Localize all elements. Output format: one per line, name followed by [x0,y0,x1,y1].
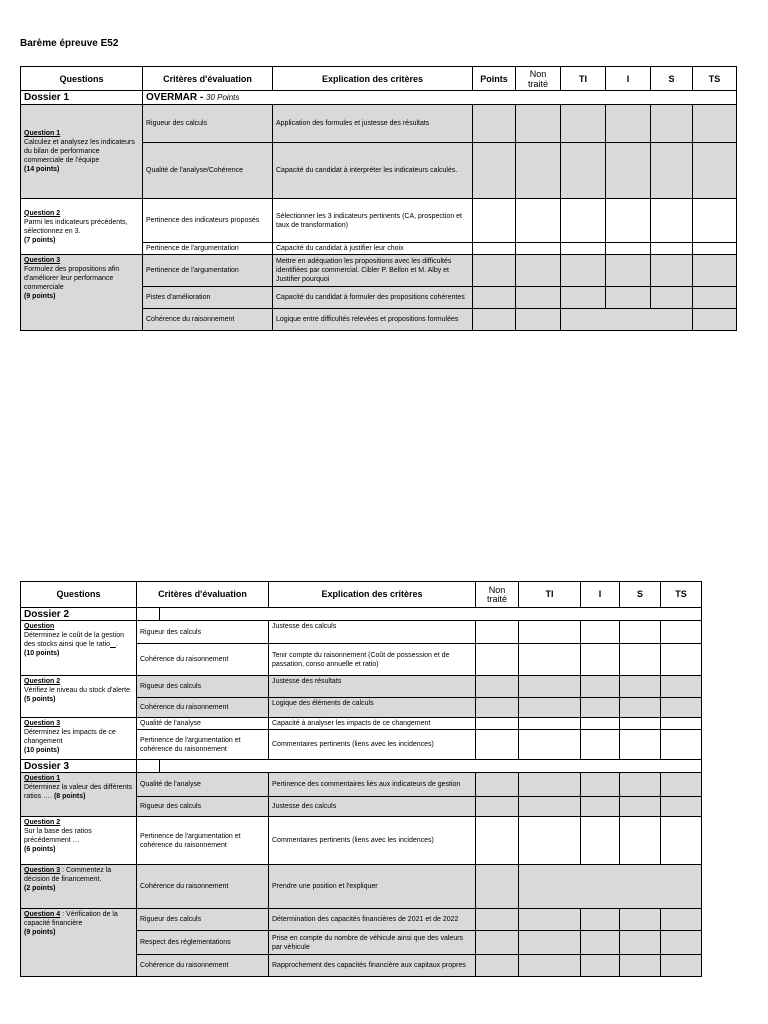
s-cell[interactable] [651,199,693,243]
non-traite-cell[interactable] [476,698,519,718]
header-explication: Explication des critères [269,582,476,608]
question-title: Question 1 [24,130,61,137]
i-cell[interactable] [581,817,620,865]
points-cell[interactable] [473,105,516,143]
i-cell[interactable] [606,243,651,255]
header-ti: TI [561,67,606,91]
d3-question-2-cell [21,817,137,865]
ts-cell[interactable] [661,909,702,931]
ti-cell[interactable] [519,909,581,931]
non-traite-cell[interactable] [516,243,561,255]
ti-cell[interactable] [519,676,581,698]
table-row [21,773,702,797]
ti-cell[interactable] [519,931,581,955]
merged-grade-cell[interactable] [561,309,693,331]
critere-cell: Cohérence du raisonnement [137,698,269,718]
question-text: Parmi les indicateurs précédents, sélectionnez en 3. [24,218,128,235]
dossier-3-label: Dossier 3 [21,760,137,773]
critere-cell: Cohérence du raisonnement [143,309,273,331]
header-criteres: Critères d'évaluation [137,582,269,608]
non-traite-cell[interactable] [516,143,561,199]
ts-cell[interactable] [693,243,737,255]
s-cell[interactable] [620,909,661,931]
i-cell[interactable] [606,143,651,199]
question-points: (14 points) [24,166,60,173]
non-traite-cell[interactable] [516,287,561,309]
critere-cell: Pertinence de l'argumentation [143,255,273,287]
ti-cell[interactable] [561,105,606,143]
s-cell[interactable] [620,698,661,718]
non-traite-cell[interactable] [476,955,519,977]
ts-cell[interactable] [661,676,702,698]
ts-cell[interactable] [693,287,737,309]
question-text-main: : Vérification de la capacité financière [24,911,118,927]
header-explication: Explication des critères [273,67,473,91]
s-cell[interactable] [651,255,693,287]
ts-cell[interactable] [661,797,702,817]
points-cell[interactable] [473,255,516,287]
header-ts: TS [693,67,737,91]
header-non-traite: Non traité [476,582,519,608]
points-cell[interactable] [473,243,516,255]
question-text [24,783,133,801]
explication-cell: Capacité du candidat à justifier leur choix [273,243,473,255]
explication-cell: Justesse des résultats [269,676,476,698]
d2-question-2-cell [21,676,137,718]
question-1-cell [21,105,143,199]
header-criteres: Critères d'évaluation [143,67,273,91]
i-cell[interactable] [581,955,620,977]
critere-cell: Rigueur des calculs [137,797,269,817]
header-ti: TI [519,582,581,608]
dossier-1-label: Dossier 1 [21,91,143,105]
i-cell[interactable] [581,644,620,676]
ts-cell[interactable] [693,199,737,243]
dossier-2-spacer [137,608,702,621]
ti-cell[interactable] [519,817,581,865]
explication-cell: Rapprochement des capacités financière aux capitaux propres [269,955,476,977]
ts-cell[interactable] [661,644,702,676]
critere-cell: Cohérence du raisonnement [137,955,269,977]
header-i: I [581,582,620,608]
dossier-2-label: Dossier 2 [21,608,137,621]
i-cell[interactable] [581,718,620,730]
d2-question-3-cell [21,718,137,760]
ts-cell[interactable] [661,621,702,644]
non-traite-cell[interactable] [476,909,519,931]
header-non-traite: Non traité [516,67,561,91]
critere-cell: Qualité de l'analyse [137,718,269,730]
ti-cell[interactable] [561,243,606,255]
question-2-cell [21,199,143,255]
i-cell[interactable] [606,105,651,143]
explication-cell: Commentaires pertinents (liens avec les incidences) [269,817,476,865]
table-row [21,865,702,909]
explication-cell: Justesse des calculs [269,621,476,644]
critere-cell: Rigueur des calculs [137,676,269,698]
d3-question-1-cell [21,773,137,817]
s-cell[interactable] [651,105,693,143]
i-cell[interactable] [581,730,620,760]
s-cell[interactable] [620,817,661,865]
question-text-main: : Commentez la décision de financement. [24,867,112,883]
question-text: Sur la base des ratios précédemment … [24,828,92,844]
non-traite-cell[interactable] [476,730,519,760]
bareme-table-dossier-1 [20,66,737,331]
i-cell[interactable] [606,255,651,287]
non-traite-cell[interactable] [516,309,561,331]
question-text [24,631,133,649]
header-questions: Questions [21,582,137,608]
header-i: I [606,67,651,91]
ts-cell[interactable] [661,730,702,760]
ti-cell[interactable] [561,255,606,287]
dossier-1-points: 30 Points [206,93,240,102]
question-text: Vérifiez le niveau du stock d'alerte [24,687,131,694]
critere-cell: Pertinence de l'argumentation [143,243,273,255]
ti-cell[interactable] [519,644,581,676]
question-points: (7 points) [24,236,56,244]
ti-cell[interactable] [519,718,581,730]
critere-cell: Pertinence de l'argumentation et cohérence du raisonnement [137,730,269,760]
critere-cell: Rigueur des calculs [137,621,269,644]
non-traite-cell[interactable] [476,718,519,730]
table-row [21,105,737,143]
explication-cell: Détermination des capacités financières de 2021 et de 2022 [269,909,476,931]
critere-cell: Respect des réglementations [137,931,269,955]
ti-cell[interactable] [561,143,606,199]
ts-cell[interactable] [693,309,737,331]
non-traite-cell[interactable] [476,644,519,676]
explication-cell: Capacité à analyser les impacts de ce changement [269,718,476,730]
critere-cell: Pistes d'amélioration [143,287,273,309]
question-title: Question 2 [24,209,61,217]
question-title: Question [24,623,55,630]
explication-cell: Logique des éléments de calculs [269,698,476,718]
non-traite-cell[interactable] [476,931,519,955]
critere-cell: Pertinence de l'argumentation et cohérence du raisonnement [137,817,269,865]
s-cell[interactable] [651,287,693,309]
question-text [24,866,133,884]
explication-cell: Sélectionner les 3 indicateurs pertinents (CA, prospection et taux de transformation) [273,199,473,243]
header-questions: Questions [21,67,143,91]
question-points: (9 points) [24,293,56,300]
table-row [21,621,702,644]
table-row [21,676,702,698]
question-points: (2 points) [24,885,56,892]
ti-cell[interactable] [561,287,606,309]
header-points: Points [473,67,516,91]
ti-cell[interactable] [519,621,581,644]
question-points: (5 points) [24,696,56,703]
header-s: S [620,582,661,608]
ti-cell[interactable] [519,955,581,977]
non-traite-cell[interactable] [476,676,519,698]
i-cell[interactable] [581,698,620,718]
question-text-end: . [115,641,118,648]
non-traite-cell[interactable] [476,773,519,797]
ti-cell[interactable] [561,199,606,243]
ti-cell[interactable] [519,730,581,760]
s-cell[interactable] [620,621,661,644]
header-s: S [651,67,693,91]
s-cell[interactable] [651,243,693,255]
dossier-3-spacer [137,760,702,773]
question-title: Question 4 [24,911,61,918]
ts-cell[interactable] [661,931,702,955]
question-points: (6 points) [24,846,56,853]
question-title: Question 2 [24,678,61,685]
ts-cell[interactable] [693,255,737,287]
table-row [21,199,737,243]
critere-cell: Rigueur des calculs [143,105,273,143]
question-text: Calculez et analysez les indicateurs du bilan de performance commerciale de l'équipe [24,139,135,164]
question-text: Déterminez les impacts de ce changement [24,729,116,745]
critere-cell: Cohérence du raisonnement [137,865,269,909]
non-traite-cell[interactable] [516,105,561,143]
question-text-main: Déterminez le coût de la gestion des stocks ainsi que le ratio [24,632,124,648]
question-title: Question 3 [24,720,61,727]
ti-cell[interactable] [519,797,581,817]
s-cell[interactable] [620,718,661,730]
page-title: Barème épreuve E52 [20,38,119,49]
explication-cell: Logique entre difficultés relevées et propositions formulées [273,309,473,331]
i-cell[interactable] [581,931,620,955]
s-cell[interactable] [620,644,661,676]
critere-cell: Qualité de l'analyse/Cohérence [143,143,273,199]
critere-cell: Pertinence des indicateurs proposés [143,199,273,243]
question-title: Question 1 [24,775,61,782]
explication-cell: Capacité du candidat à interpréter les indicateurs calculés. [273,143,473,199]
explication-cell: Prendre une position et l'expliquer [269,865,476,909]
i-cell[interactable] [581,797,620,817]
question-points: (8 points) [53,793,86,800]
critere-cell: Cohérence du raisonnement [137,644,269,676]
table-row [21,817,702,865]
question-title: Question 3 [24,257,61,264]
ts-cell[interactable] [661,718,702,730]
question-text-main: Déterminez la valeur des différents ratios …. [24,784,133,800]
d3-question-4-cell [21,909,137,977]
question-3-cell [21,255,143,331]
ts-cell[interactable] [661,773,702,797]
question-points: (9 points) [24,929,56,936]
s-cell[interactable] [620,955,661,977]
ts-cell[interactable] [661,698,702,718]
i-cell[interactable] [581,621,620,644]
dossier-1-company: OVERMAR - [146,92,204,103]
ti-cell[interactable] [519,698,581,718]
explication-cell: Tenir compte du raisonnement (Coût de possession et de passation, conso annuelle et ratio) [269,644,476,676]
s-cell[interactable] [620,730,661,760]
s-cell[interactable] [620,676,661,698]
question-text: Formulez des propositions afin d'améliorer leur performance commerciale [24,266,120,291]
non-traite-cell[interactable] [476,817,519,865]
d2-question-1-cell [21,621,137,676]
question-points: (10 points) [24,650,60,657]
points-cell[interactable] [473,287,516,309]
s-cell[interactable] [620,797,661,817]
header-ts: TS [661,582,702,608]
i-cell[interactable] [581,676,620,698]
points-cell[interactable] [473,309,516,331]
explication-cell: Application des formules et justesse des résultats [273,105,473,143]
ti-cell[interactable] [519,773,581,797]
question-title: Question 3 [24,867,61,874]
s-cell[interactable] [620,773,661,797]
s-cell[interactable] [620,931,661,955]
ts-cell[interactable] [693,105,737,143]
i-cell[interactable] [581,773,620,797]
non-traite-cell[interactable] [476,621,519,644]
table-row [21,718,702,730]
s-cell[interactable] [651,143,693,199]
ts-cell[interactable] [693,143,737,199]
points-cell[interactable] [473,199,516,243]
explication-cell: Prise en compte du nombre de véhicule ainsi que des valeurs par véhicule [269,931,476,955]
non-traite-cell[interactable] [516,199,561,243]
i-cell[interactable] [606,287,651,309]
critere-cell: Qualité de l'analyse [137,773,269,797]
bareme-table-dossiers-2-3 [20,581,702,977]
dossier-1-name [143,91,737,105]
ts-cell[interactable] [661,817,702,865]
table-row [21,909,702,931]
explication-cell: Capacité du candidat à formuler des propositions cohérentes [273,287,473,309]
non-traite-cell[interactable] [476,797,519,817]
question-title: Question 2 [24,819,61,826]
ts-cell[interactable] [661,955,702,977]
table-row [21,255,737,287]
d3-question-3-cell [21,865,137,909]
non-traite-cell[interactable] [516,255,561,287]
non-traite-cell[interactable] [476,865,519,909]
explication-cell: Pertinence des commentaires liés aux indicateurs de gestion [269,773,476,797]
question-points: (10 points) [24,747,60,754]
i-cell[interactable] [606,199,651,243]
explication-cell: Mettre en adéquation les propositions avec les difficultés identifiées par commercial. Cibler P. Bellon et M. Alby et Justifier pourquoi [273,255,473,287]
points-cell[interactable] [473,143,516,199]
i-cell[interactable] [581,909,620,931]
merged-grade-cell[interactable] [519,865,702,909]
explication-cell: Commentaires pertinents (liens avec les incidences) [269,730,476,760]
question-text [24,910,133,928]
explication-cell: Justesse des calculs [269,797,476,817]
critere-cell: Rigueur des calculs [137,909,269,931]
